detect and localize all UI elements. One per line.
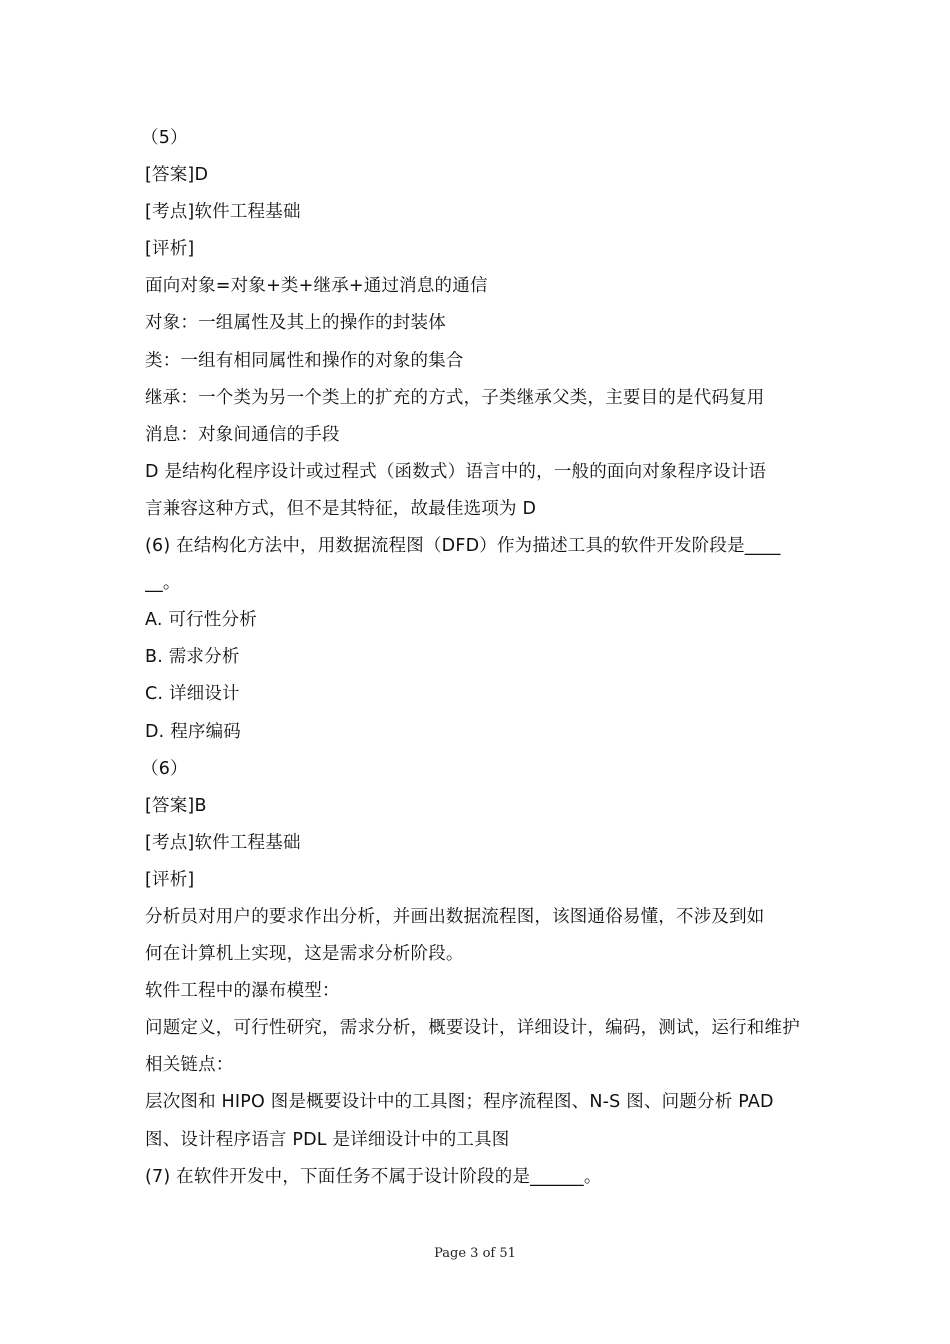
section-number: （6） <box>141 758 188 779</box>
option-b: B. 需求分析 <box>145 647 240 668</box>
answer-line: [答案]B <box>145 795 207 816</box>
text-line: 对象：一组属性及其上的操作的封装体 <box>145 313 446 334</box>
page-content <box>141 120 810 1196</box>
text-line: 图、设计程序语言 PDL 是详细设计中的工具图 <box>145 1129 510 1150</box>
text-line: 问题定义，可行性研究，需求分析，概要设计，详细设计，编码，测试，运行和维护 <box>145 1018 800 1039</box>
option-d: D. 程序编码 <box>145 721 242 742</box>
section-number: （5） <box>141 128 188 148</box>
text-line: 相关链点： <box>145 1055 234 1076</box>
text-line: 继承：一个类为另一个类上的扩充的方式，子类继承父类，主要目的是代码复用 <box>145 387 765 408</box>
option-a: A. 可行性分析 <box>145 610 257 631</box>
question-line: __。 <box>145 573 181 594</box>
text-line: 层次图和 HIPO 图是概要设计中的工具图；程序流程图、N-S 图、问题分析 PAD <box>145 1092 774 1113</box>
text-line: 类：一组有相同属性和操作的对象的集合 <box>145 350 464 371</box>
question-line: (6) 在结构化方法中，用数据流程图（DFD）作为描述工具的软件开发阶段是____ <box>145 536 781 557</box>
page-footer: Page 3 of 51 <box>434 1246 516 1261</box>
topic-line: [考点]软件工程基础 <box>145 832 301 853</box>
analysis-heading: [评析] <box>145 869 195 890</box>
answer-line: [答案]D <box>145 165 209 186</box>
text-line: D 是结构化程序设计或过程式（函数式）语言中的，一般的面向对象程序设计语 <box>145 461 767 482</box>
text-line: 软件工程中的瀑布模型： <box>145 981 340 1002</box>
text-line: 分析员对用户的要求作出分析，并画出数据流程图，该图通俗易懂，不涉及到如 <box>145 906 765 927</box>
text-line: 言兼容这种方式，但不是其特征，故最佳选项为 D <box>145 498 537 519</box>
text-line: 何在计算机上实现，这是需求分析阶段。 <box>145 944 464 965</box>
analysis-heading: [评析] <box>145 239 195 260</box>
text-line: 面向对象=对象+类+继承+通过消息的通信 <box>145 276 488 297</box>
question-line: (7) 在软件开发中，下面任务不属于设计阶段的是______。 <box>145 1166 602 1187</box>
text-line: 消息：对象间通信的手段 <box>145 424 340 445</box>
option-c: C. 详细设计 <box>145 684 240 705</box>
topic-line: [考点]软件工程基础 <box>145 202 301 223</box>
